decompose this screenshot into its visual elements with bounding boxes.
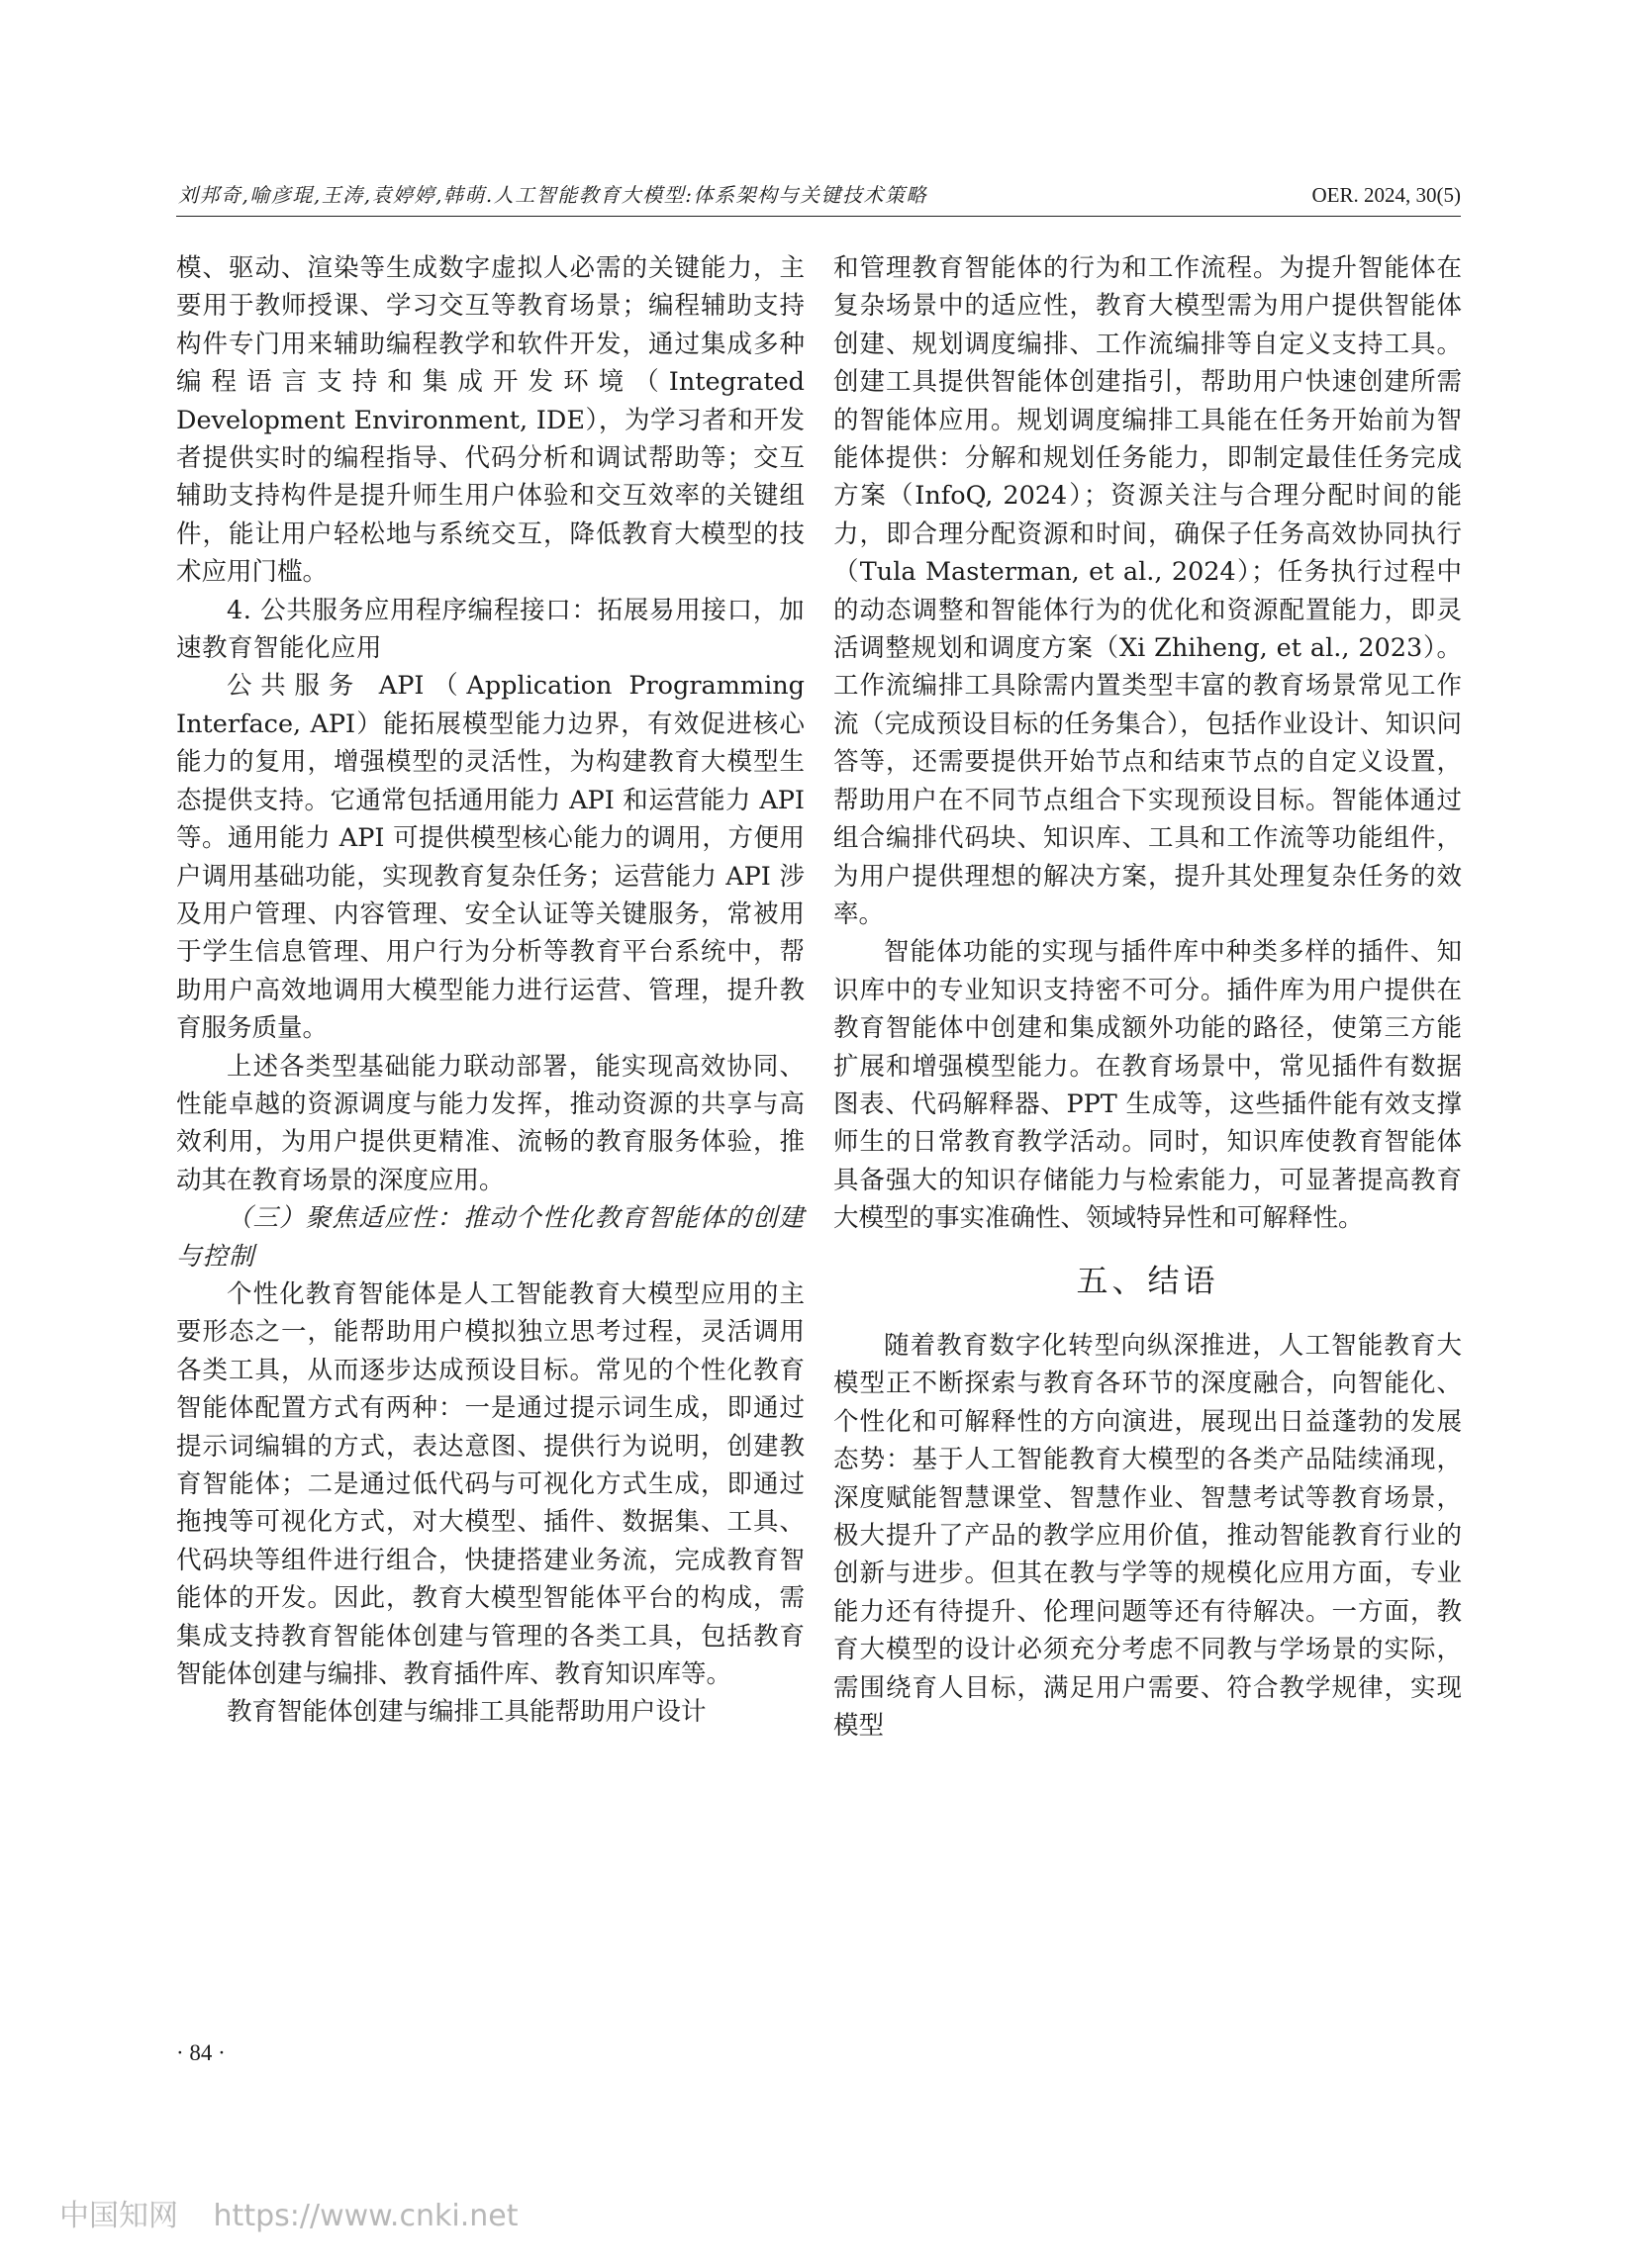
subheading-public-api: 4. 公共服务应用程序编程接口：拓展易用接口，加速教育智能化应用 <box>176 595 805 664</box>
left-para-api: 公共服务 API（Application Programming Interface, API）能拓展模型能力边界，有效促进核心能力的复用，增强模型的灵活性，为构建教育大模型生态提供支持。它通常包括通用能力 API 和运营能力 API 等。通用能力 API 可提供模型核心能力的调用，方便用户调用基础功能，实现教育复杂任务；运营能力 API 涉及用户管理、内容管理、安全认证等关键服务，常被用于学生信息管理、用户行为分析等教育平台系统中，帮助用户高效地调用大模型能力进行运营、管理，提升教育服务质量。 <box>176 671 805 1044</box>
left-para-agents: 个性化教育智能体是人工智能教育大模型应用的主要形态之一，能帮助用户模拟独立思考过程，灵活调用各类工具，从而逐步达成预设目标。常见的个性化教育智能体配置方式有两种：一是通过提示词生成，即通过提示词编辑的方式，表达意图、提供行为说明，创建教育智能体；二是通过低代码与可视化方式生成，即通过拖拽等可视化方式，对大模型、插件、数据集、工具、代码块等组件进行组合，快捷搭建业务流，完成教育智能体的开发。因此，教育大模型智能体平台的构成，需集成支持教育智能体创建与管理的各类工具，包括教育智能体创建与编排、教育插件库、教育知识库等。 <box>176 1278 805 1690</box>
right-para-continued: 和管理教育智能体的行为和工作流程。为提升智能体在复杂场景中的适应性，教育大模型需为用户提供智能体创建、规划调度编排、工作流编排等自定义支持工具。创建工具提供智能体创建指引，帮助用户快速创建所需的智能体应用。规划调度编排工具能在任务开始前为智能体提供：分解和规划任务能力，即制定最佳任务完成方案（InfoQ, 2024）；资源关注与合理分配时间的能力，即合理分配资源和时间，确保子任务高效协同执行（Tula Masterman, et al., 2024）；任务执行过程中的动态调整和智能体行为的优化和资源配置能力，即灵活调整规划和调度方案（Xi Zhiheng, et al., 2023）。工作流编排工具除需内置类型丰富的教育场景常见工作流（完成预设目标的任务集合），包括作业设计、知识问答等，还需要提供开始节点和结束节点的自定义设置，帮助用户在不同节点组合下实现预设目标。智能体通过组合编排代码块、知识库、工具和工作流等功能组件，为用户提供理想的解决方案，提升其处理复杂任务的效率。 <box>833 253 1462 929</box>
left-para-continued: 模、驱动、渲染等生成数字虚拟人必需的关键能力，主要用于教师授课、学习交互等教育场景；编程辅助支持构件专门用来辅助编程教学和软件开发，通过集成多种编程语言支持和集成开发环境（Integrated Development Environment, IDE），为学习者和开发者提供实时的编程指导、代码分析和调试帮助等；交互辅助支持构件是提升师生用户体验和交互效率的关键组件，能让用户轻松地与系统交互，降低教育大模型的技术应用门槛。 <box>176 253 805 588</box>
right-para-plugins: 智能体功能的实现与插件库中种类多样的插件、知识库中的专业知识支持密不可分。插件库为用户提供在教育智能体中创建和集成额外功能的路径，使第三方能扩展和增强模型能力。在教育场景中，常见插件有数据图表、代码解释器、PPT 生成等，这些插件能有效支撑师生的日常教育教学活动。同时，知识库使教育智能体具备强大的知识存储能力与检索能力，可显著提高教育大模型的事实准确性、领域特异性和可解释性。 <box>833 937 1462 1234</box>
section-title-conclusion: 五、结语 <box>1076 1261 1219 1299</box>
header-citation: 刘邦奇,喻彦琨,王涛,袁婷婷,韩萌.人工智能教育大模型:体系架构与关键技术策略 <box>178 183 928 207</box>
running-header <box>176 168 1461 217</box>
watermark-brand: 中国知网 <box>59 2199 178 2233</box>
page-number: · 84 · <box>176 2040 226 2065</box>
cnki-watermark <box>59 2191 518 2234</box>
left-column <box>176 249 805 1732</box>
left-para-deployment: 上述各类型基础能力联动部署，能实现高效协同、性能卓越的资源调度与能力发挥，推动资源的共享与高效利用，为用户提供更精准、流畅的教育服务体验，推动其在教育场景的深度应用。 <box>176 1051 805 1195</box>
right-para-conclusion: 随着教育数字化转型向纵深推进，人工智能教育大模型正不断探索与教育各环节的深度融合，向智能化、个性化和可解释性的方向演进，展现出日益蓬勃的发展态势：基于人工智能教育大模型的各类产品陆续涌现，深度赋能智慧课堂、智慧作业、智慧考试等教育场景，极大提升了产品的教学应用价值，推动智能教育行业的创新与进步。但其在教与学等的规模化应用方面，专业能力还有待提升、伦理问题等还有待解决。一方面，教育大模型的设计必须充分考虑不同教与学场景的实际，需围绕育人目标，满足用户需要、符合教学规律，实现模型 <box>833 1330 1462 1742</box>
header-journal: OER. 2024, 30(5) <box>1311 183 1461 207</box>
watermark-url: https://www.cnki.net <box>213 2199 519 2233</box>
left-para-orchestration: 教育智能体创建与编排工具能帮助用户设计 <box>227 1697 707 1728</box>
right-column <box>833 249 1462 1745</box>
subheading-adaptivity: （三）聚焦适应性：推动个性化教育智能体的创建与控制 <box>176 1203 805 1272</box>
